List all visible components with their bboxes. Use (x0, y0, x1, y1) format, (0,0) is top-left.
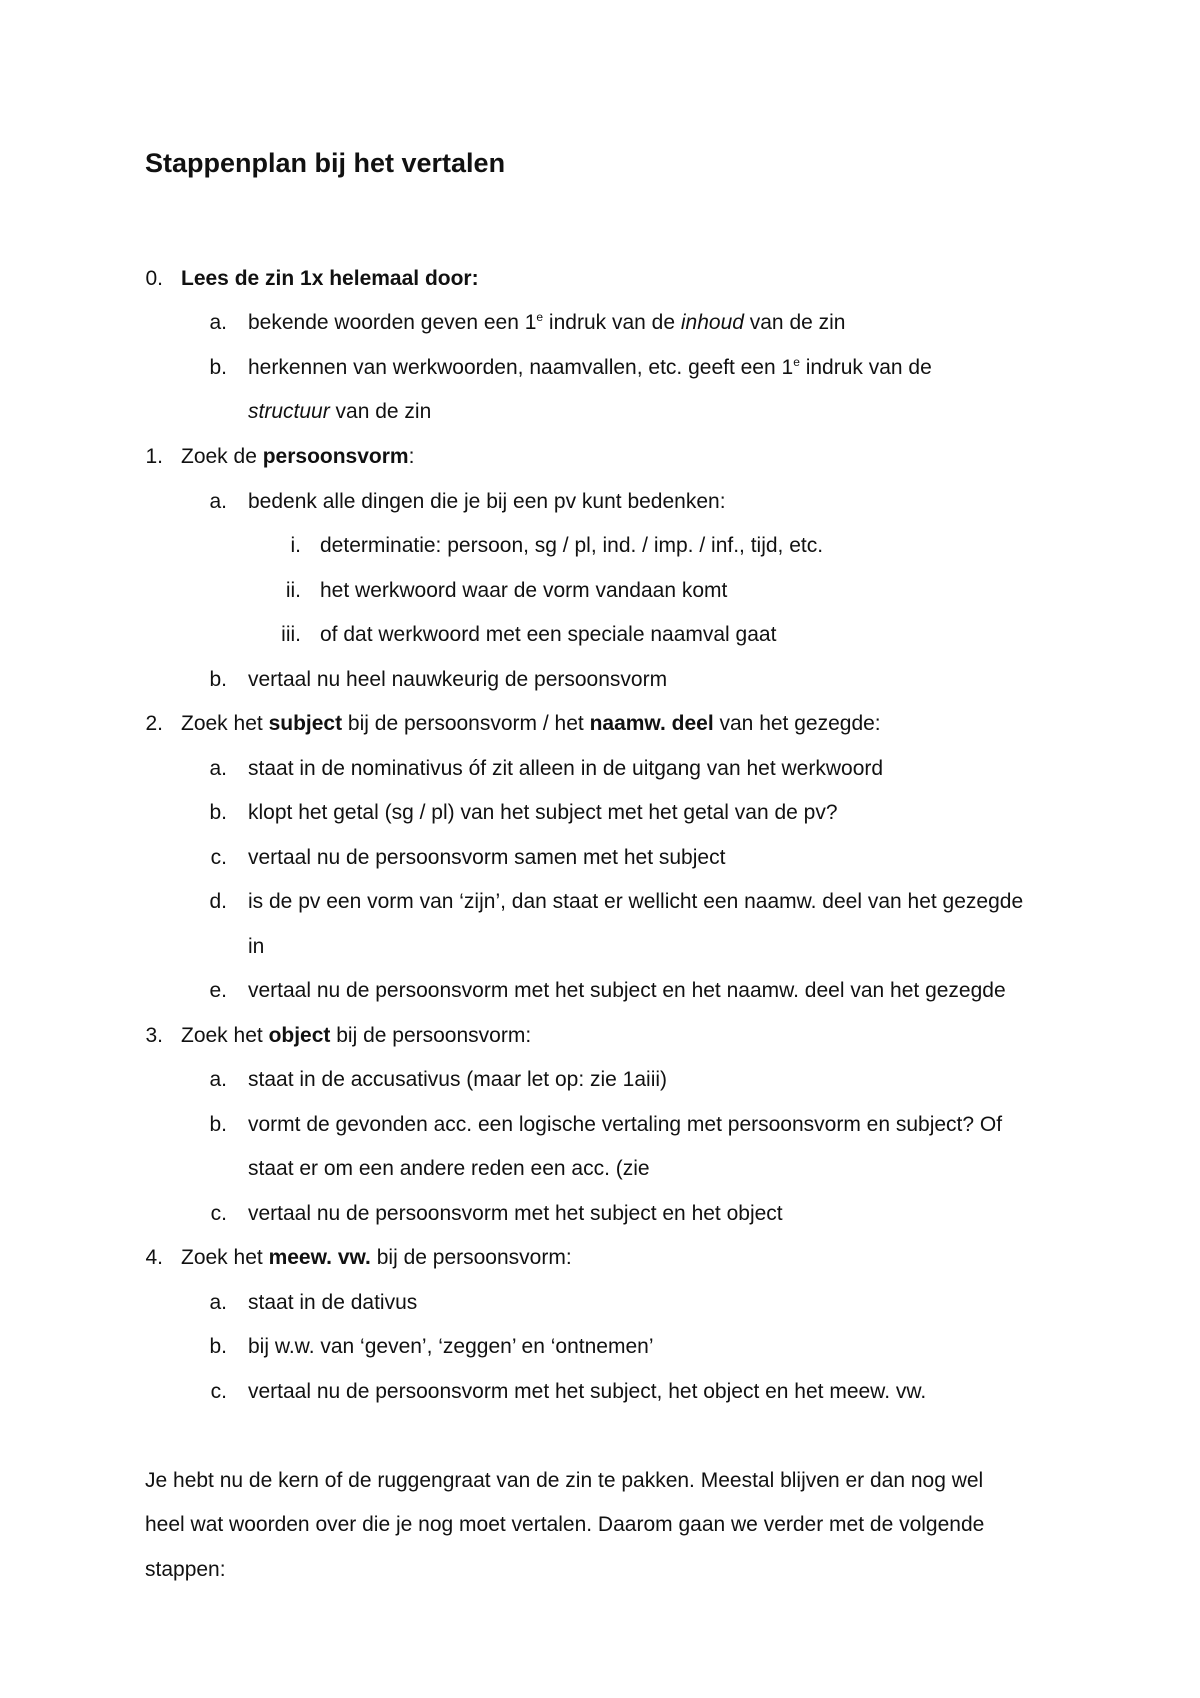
closing-paragraph-line: heel wat woorden over die je nog moet vertalen. Daarom gaan we verder met de volgende (145, 1513, 985, 1536)
page-title: Stappenplan bij het vertalen (145, 148, 506, 178)
step-number: 3. (145, 1024, 163, 1047)
closing-paragraph-line: stappen: (145, 1558, 226, 1581)
step-number: 2. (145, 712, 163, 735)
list-item-continuation: structuur van de zin (248, 400, 432, 423)
list-item-continuation: in (248, 935, 265, 958)
list-item-continuation: staat er om een andere reden een acc. (zie (248, 1157, 650, 1180)
step-number: 4. (145, 1246, 163, 1269)
closing-paragraph-line: Je hebt nu de kern of de ruggengraat van de zin te pakken. Meestal blijven er dan nog wel (145, 1469, 984, 1492)
step-heading: Lees de zin 1x helemaal door: (181, 267, 479, 290)
document-page: Stappenplan bij het vertalen 0. Lees de zin 1x helemaal door: a. bekende woorden geven een 1e indruk van de inhoud van de zin b. herkennen van werkwoorden, naamvallen, etc. geeft een 1e indruk van de structuur van de zin 1. Zoek de persoonsvorm: a. bedenk alle dingen die je bij een pv kunt bedenken: i. determinatie: persoon, sg / pl, ind. / imp. / inf., tijd, etc. ii. het werkwoord waar de vorm vandaan komt iii. of dat werkwoord met een speciale naamval gaat b. vertaal nu heel nauwkeurig de persoonsvorm 2. Zoek het subject bij de persoonsvorm / het naamw. deel van het gezegde: a. staat in de nominativus óf zit alleen in de uitgang van het werkwoord b. klopt het getal (sg / pl) van het subject met het getal van de pv? c. vertaal nu de persoonsvorm samen met het subject d. is de pv een vorm van ‘zijn’, dan staat er wellicht een naamw. deel van het gezegde in e. vertaal nu de persoonsvorm met het subject en het naamw. deel van het gezegde 3. Zoek het object bij de persoonsvorm: a. staat in de accusativus (maar let op: zie 1aiii) b. vormt de gevonden acc. een logische vertaling met persoonsvorm en subject? Of staat er om een andere reden een acc. (zie c. vertaal nu de persoonsvorm met het subject en het object 4. Zoek het meew. vw. bij de persoonsvorm: a. staat in de dativus b. bij w.w. van ‘geven’, ‘zeggen’ en ‘ontnemen’ c. vertaal nu de persoonsvorm met het subject, het object en het meew. vw. Je hebt nu de kern of de ruggengraat van de zin te pakken. Meestal blijven er dan nog wel heel wat woorden over die je nog moet vertalen. Daarom gaan we verder met de volgende stappen: (0, 0, 1200, 1698)
step-number: 0. (145, 267, 163, 290)
step-number: 1. (145, 445, 163, 468)
